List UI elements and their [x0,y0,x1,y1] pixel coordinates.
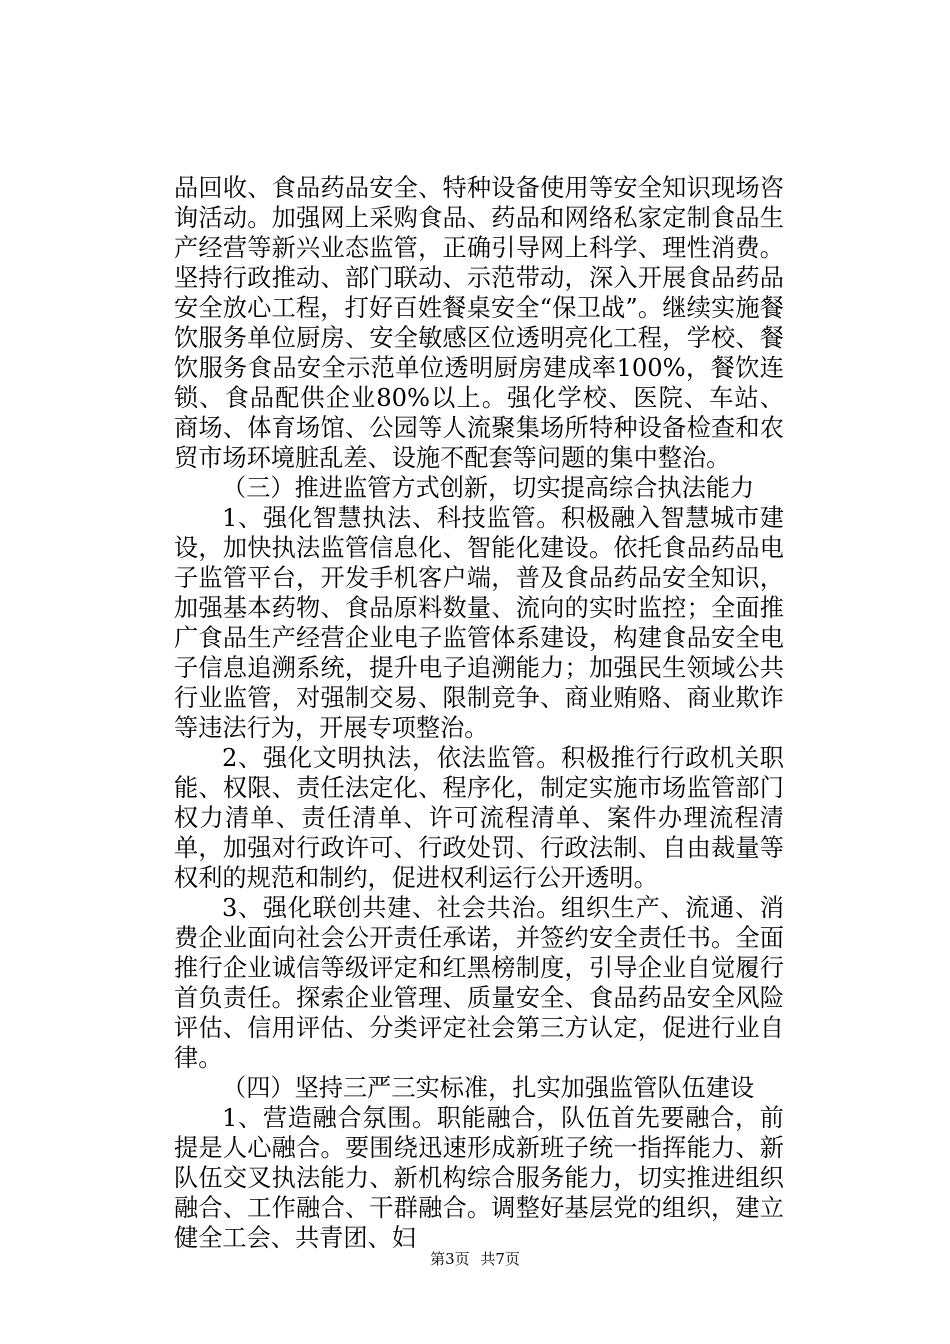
paragraph-item-3: 3、强化联创共建、社会共治。组织生产、流通、消费企业面向社会公开责任承诺，并签约安全责任书。全面推行企业诚信等级评定和红黑榜制度，引导企业自觉履行首负责任。探索企业管理、质量安全、食品药品安全风险评估、信用评估、分类评定社会第三方认定，促进行业自律。 [174,894,784,1072]
document-body [174,173,784,1253]
paragraph-item-2: 2、强化文明执法，依法监管。积极推行行政机关职能、权限、责任法定化、程序化，制定实施市场监管部门权力清单、责任清单、许可流程清单、案件办理流程清单，加强对行政许可、行政处罚、行政法制、自由裁量等权利的规范和制约，促进权利运行公开透明。 [174,744,784,892]
page-footer [0,1249,950,1269]
paragraph-item-4-1: 1、营造融合氛围。职能融合，队伍首先要融合，前提是人心融合。要围绕迅速形成新班子统一指挥能力、新队伍交叉执法能力、新机构综合服务能力，切实推进组织融合、工作融合、干群融合。调整好基层党的组织，建立健全工会、共青团、妇 [174,1104,784,1252]
page-total: 共7页 [480,1250,520,1268]
paragraph-continuation: 品回收、食品药品安全、特种设备使用等安全知识现场咨询活动。加强网上采购食品、药品和网络私家定制食品生产经营等新兴业态监管，正确引导网上科学、理性消费。坚持行政推动、部门联动、示范带动，深入开展食品药品安全放心工程，打好百姓餐桌安全“保卫战”。继续实施餐饮服务单位厨房、安全敏感区位透明亮化工程，学校、餐饮服务食品安全示范单位透明厨房建成率100%，餐饮连锁、食品配供企业80%以上。强化学校、医院、车站、商场、体育场馆、公园等人流聚集场所特种设备检查和农贸市场环境脏乱差、设施不配套等问题的集中整治。 [174,174,784,472]
section-heading-3: （三）推进监管方式创新，切实提高综合执法能力 [222,474,755,502]
paragraph-item-1: 1、强化智慧执法、科技监管。积极融入智慧城市建设，加快执法监管信息化、智能化建设。依托食品药品电子监管平台，开发手机客户端，普及食品药品安全知识，加强基本药物、食品原料数量、流向的实时监控；全面推广食品生产经营企业电子监管体系建设，构建食品安全电子信息追溯系统，提升电子追溯能力；加强民生领域公共行业监管，对强制交易、限制竞争、商业贿赂、商业欺诈等违法行为，开展专项整治。 [174,504,784,742]
page-number: 第3页 [430,1250,470,1268]
section-heading-4: （四）坚持三严三实标准，扎实加强监管队伍建设 [222,1074,755,1102]
